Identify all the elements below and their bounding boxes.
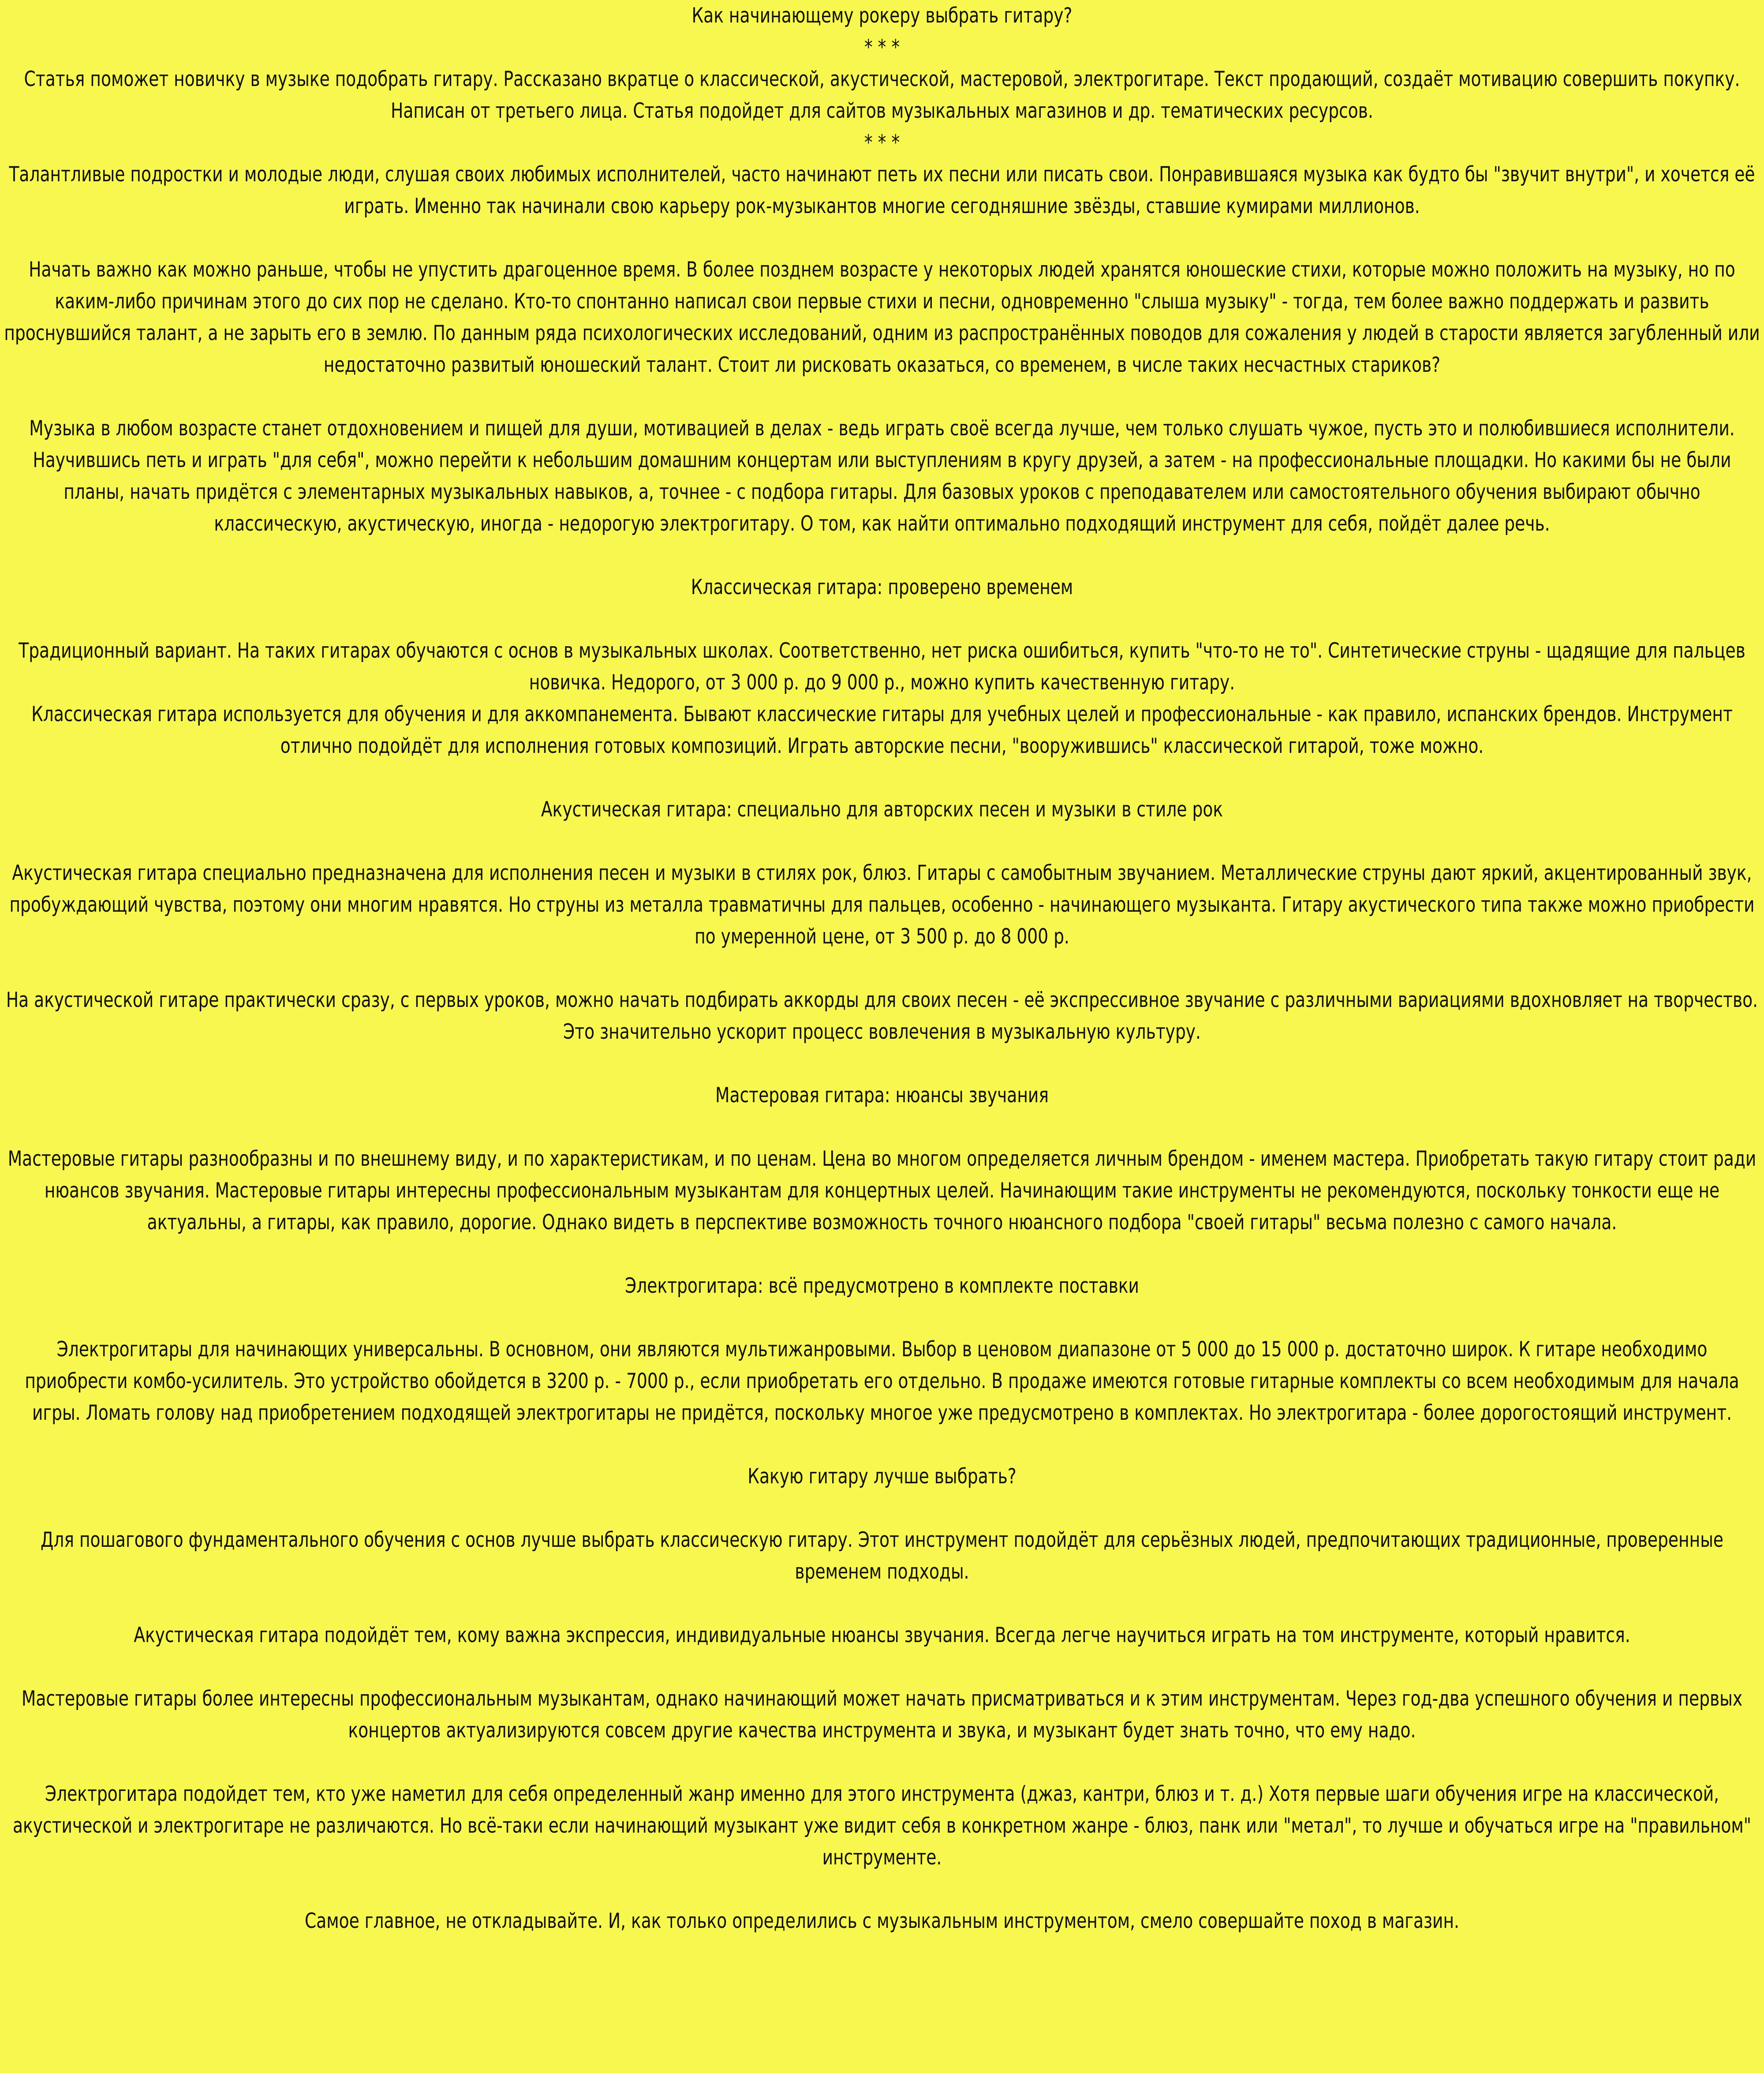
blank-line — [0, 540, 1764, 572]
section-heading: Электрогитара: всё предусмотрено в комплекте поставки — [625, 1274, 1139, 1298]
blank-line — [0, 1874, 1764, 1905]
blank-line — [0, 1651, 1764, 1683]
paragraph: Традиционный вариант. На таких гитарах обучаются с основ в музыкальных школах. Соответственно, нет риска ошибиться, купить "что-то не то". Синтетические струны - щадящие для пальцев новичка. Недорого, от 3 000 р. до 9 000 р., можно купить качественную гитару. — [19, 639, 1745, 695]
blank-line — [0, 1302, 1764, 1334]
paragraph: Мастеровые гитары разнообразны и по внешнему виду, и по характеристикам, и по ценам. Цена во многом определяется личным брендом - именем мастера. Приобретать такую гитару стоит ради нюансов звучания. Мастеровые гитары интересны профессиональным музыкантам для концертных целей. Начинающим такие инструменты не рекомендуются, поскольку тонкости еще не актуальны, а гитары, как правило, дорогие. Однако видеть в перспективе возможность точного нюансного подбора "своей гитары" весьма полезно с самого начала. — [7, 1147, 1757, 1235]
paragraph: Начать важно как можно раньше, чтобы не упустить драгоценное время. В более позднем возрасте у некоторых людей хранятся юношеские стихи, которые можно положить на музыку, но по каким-либо причинам этого до сих пор не сделано. Кто-то спонтанно написал свои первые стихи и песни, одновременно "слыша музыку" - тогда, тем более важно поддержать и развить проснувшийся талант, а не зарыть его в землю. По данным ряда психологических исследований, одним из распространённых поводов для сожаления у людей в старости является загубленный или недостаточно развитый юношеский талант. Стоит ли рисковать оказаться, со временем, в числе таких несчастных стариков? — [4, 258, 1760, 377]
paragraph: На акустической гитаре практически сразу, с первых уроков, можно начать подбирать аккорды для своих песен - её экспрессивное звучание с различными вариациями вдохновляет на творчество. Это значительно ускорит процесс вовлечения в музыкальную культуру. — [6, 988, 1758, 1044]
blank-line — [0, 1239, 1764, 1270]
paragraph: Акустическая гитара специально предназначена для исполнения песен и музыки в стилях рок, блюз. Гитары с самобытным звучанием. Металлические струны дают яркий, акцентированный звук, пробуждающий чувства, поэтому они многим нравятся. Но струны из металла травматичны для пальцев, особенно - начинающего музыканта. Гитару акустического типа также можно приобрести по умеренной цене, от 3 500 р. до 8 000 р. — [9, 861, 1755, 949]
paragraph: Мастеровые гитары более интересны профессиональным музыкантам, однако начинающий может начать присматриваться и к этим инструментам. Через год-два успешного обучения и первых концертов актуализируются совсем другие качества инструмента и звука, и музыкант будет знать точно, что ему надо. — [21, 1687, 1743, 1743]
blank-line — [0, 1747, 1764, 1778]
blank-line — [0, 953, 1764, 984]
paragraph: Для пошагового фундаментального обучения с основ лучше выбрать классическую гитару. Этот инструмент подойдёт для серьёзных людей, предпочитающих традиционные, проверенные временем подходы. — [40, 1528, 1724, 1584]
blank-line — [0, 762, 1764, 794]
paragraph: Акустическая гитара подойдёт тем, кому важна экспрессия, индивидуальные нюансы звучания. Всегда легче научиться играть на том инструменте, который нравится. — [134, 1623, 1630, 1647]
blank-line — [0, 1429, 1764, 1461]
blank-line — [0, 1111, 1764, 1143]
paragraph: Музыка в любом возрасте станет отдохновением и пищей для души, мотивацией в делах - ведь играть своё всегда лучше, чем только слушать чужое, пусть это и полюбившиеся исполнители. Научившись петь и играть "для себя", можно перейти к небольшим домашним концертам или выступлениям в кругу друзей, а затем - на профессиональные площадки. Но какими бы не были планы, начать придётся с элементарных музыкальных навыков, а, точнее - с подбора гитары. Для базовых уроков с преподавателем или самостоятельного обучения выбирают обычно классическую, акустическую, иногда - недорогую электрогитару. О том, как найти оптимально подходящий инструмент для себя, пойдёт далее речь. — [29, 416, 1735, 536]
blank-line — [0, 1493, 1764, 1524]
paragraph: Самое главное, не откладывайте. И, как только определились с музыкальным инструментом, смело совершайте поход в магазин. — [305, 1909, 1459, 1933]
blank-line — [0, 603, 1764, 635]
blank-line — [0, 1588, 1764, 1620]
separator: * * * — [864, 131, 900, 155]
paragraph: Электрогитары для начинающих универсальны. В основном, они являются мультижанровыми. Выбор в ценовом диапазоне от 5 000 до 15 000 р. достаточно широк. К гитаре необходимо приобрести комбо-усилитель. Это устройство обойдется в 3200 р. - 7000 р., если приобретать его отдельно. В продаже имеются готовые гитарные комплекты со всем необходимым для начала игры. Ломать голову над приобретением подходящей электрогитары не придётся, поскольку многое уже предусмотрено в комплектах. Но электрогитара - более дорогостоящий инструмент. — [25, 1337, 1739, 1425]
blank-line — [0, 222, 1764, 254]
section-heading: Какую гитару лучше выбрать? — [747, 1464, 1017, 1489]
section-heading: Акустическая гитара: специально для авторских песен и музыки в стиле рок — [541, 797, 1223, 822]
blank-line — [0, 826, 1764, 857]
section-heading: Классическая гитара: проверено временем — [691, 575, 1073, 599]
article-summary: Статья поможет новичку в музыке подобрать гитару. Рассказано вкратце о классической, акустической, мастеровой, электрогитаре. Текст продающий, создаёт мотивацию совершить покупку. Написан от третьего лица. Статья подойдет для сайтов музыкальных магазинов и др. тематических ресурсов. — [24, 67, 1740, 123]
blank-line — [0, 1048, 1764, 1080]
paragraph: Электрогитара подойдет тем, кто уже наметил для себя определенный жанр именно для этого инструмента (джаз, кантри, блюз и т. д.) Хотя первые шаги обучения игре на классической, акустической и электрогитаре не различаются. Но всё-таки если начинающий музыкант уже видит себя в конкретном жанре - блюз, панк или "метал", то лучше и обучаться игре на "правильном" инструменте. — [12, 1782, 1752, 1870]
article-body — [0, 32, 1764, 1937]
separator: * * * — [864, 35, 900, 60]
paragraph: Классическая гитара используется для обучения и для аккомпанемента. Бывают классические гитары для учебных целей и профессиональные - как правило, испанских брендов. Инструмент отлично подойдёт для исполнения готовых композиций. Играть авторские песни, "вооружившись" классической гитарой, тоже можно. — [31, 702, 1733, 758]
section-heading: Мастеровая гитара: нюансы звучания — [715, 1083, 1049, 1108]
blank-line — [0, 381, 1764, 413]
article-title: Как начинающему рокеру выбрать гитару? — [691, 4, 1073, 28]
paragraph: Талантливые подростки и молодые люди, слушая своих любимых исполнителей, часто начинают петь их песни или писать свои. Понравившаяся музыка как будто бы "звучит внутри", и хочется её играть. Именно так начинали свою карьеру рок-музыкантов многие сегодняшние звёзды, ставшие кумирами миллионов. — [9, 162, 1755, 218]
